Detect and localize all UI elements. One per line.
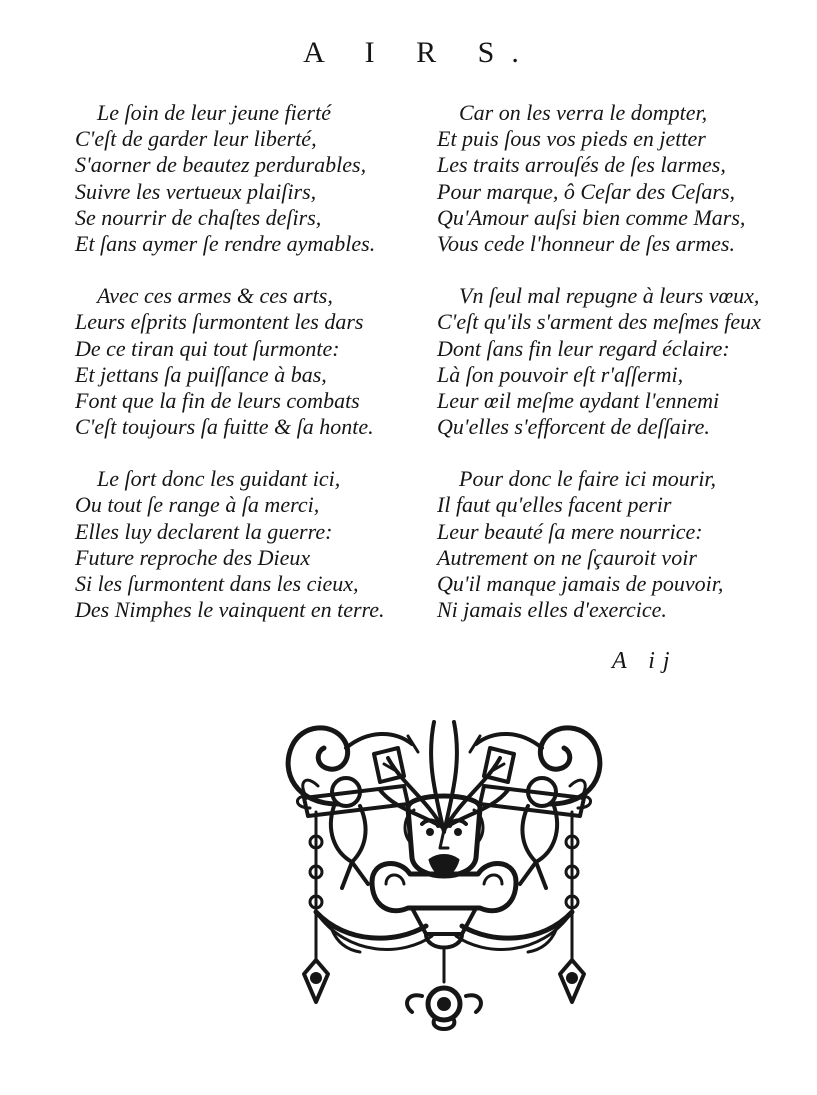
stanza (437, 100, 777, 257)
verse-line: Si les ſurmontent dans les cieux, (75, 571, 359, 596)
verse-line: Pour donc le faire ici mourir, (459, 466, 717, 492)
verse-line: Les traits arrouſés de ſes larmes, (437, 152, 726, 178)
page-title: A I R S. (303, 36, 536, 69)
verse-line: De ce tiran qui tout ſurmonte: (75, 335, 340, 361)
verse-line: Vn ſeul mal repugne à leurs vœux, (459, 283, 760, 309)
verse-line: Des Nimphes le vainquent en terre. (75, 597, 385, 623)
verse-line: Future reproche des Dieux (75, 544, 311, 570)
verse-line: Leurs eſprits ſurmontent les dars (75, 309, 364, 335)
verse-line: Qu'elles s'efforcent de deſſaire. (437, 414, 710, 440)
stanza (437, 283, 777, 440)
verse-line: Là ſon pouvoir eſt r'aſſermi, (437, 361, 684, 387)
verse-line: Autrement on ne ſçauroit voir (437, 544, 697, 570)
verse-line: Qu'il manque jamais de pouvoir, (437, 571, 724, 596)
verse-line: Suivre les vertueux plaiſirs, (75, 178, 317, 204)
verse-line: Et jettans ſa puiſſance à bas, (75, 361, 327, 387)
verse-line: Font que la fin de leurs combats (75, 387, 360, 413)
stanza (75, 283, 415, 440)
verse-line: Ni jamais elles d'exercice. (437, 597, 667, 623)
verse-line: Ou tout ſe range à ſa merci, (75, 492, 320, 518)
verse-line: Le ſort donc les guidant ici, (97, 466, 341, 492)
verse-line: Leur beauté ſa mere nourrice: (437, 518, 703, 544)
stanza (75, 466, 415, 623)
grotesque-mask-ornament-icon (276, 712, 612, 1040)
verse-line: C'eſt toujours ſa fuitte & ſa honte. (75, 414, 374, 440)
verse-line: Il faut qu'elles facent perir (437, 492, 672, 518)
poem-column-left (75, 100, 415, 649)
verse-line: Et ſans aymer ſe rendre aymables. (75, 230, 376, 256)
verse-line: C'eſt de garder leur liberté, (75, 126, 317, 152)
poem-column-right (437, 100, 777, 649)
verse-line: Et puis ſous vos pieds en jetter (437, 126, 706, 152)
verse-line: Dont ſans fin leur regard éclaire: (437, 335, 730, 361)
signature-mark: A ij (612, 648, 678, 674)
verse-line: Avec ces armes & ces arts, (97, 283, 333, 309)
stanza (437, 466, 777, 623)
verse-line: Le ſoin de leur jeune fierté (97, 100, 331, 125)
verse-line: Se nourrir de chaſtes deſirs, (75, 204, 322, 230)
verse-line: S'aorner de beautez perdurables, (75, 152, 367, 178)
verse-line: Elles luy declarent la guerre: (75, 518, 333, 544)
verse-line: Qu'Amour auſsi bien comme Mars, (437, 204, 746, 230)
verse-line: C'eſt qu'ils s'arment des meſmes feux (437, 309, 761, 335)
verse-line: Vous cede l'honneur de ſes armes. (437, 230, 735, 256)
verse-line: Car on les verra le dompter, (459, 100, 708, 125)
stanza (75, 100, 415, 257)
verse-line: Leur œil meſme aydant l'ennemi (437, 387, 720, 413)
verse-line: Pour marque, ô Ceſar des Ceſars, (437, 178, 736, 204)
